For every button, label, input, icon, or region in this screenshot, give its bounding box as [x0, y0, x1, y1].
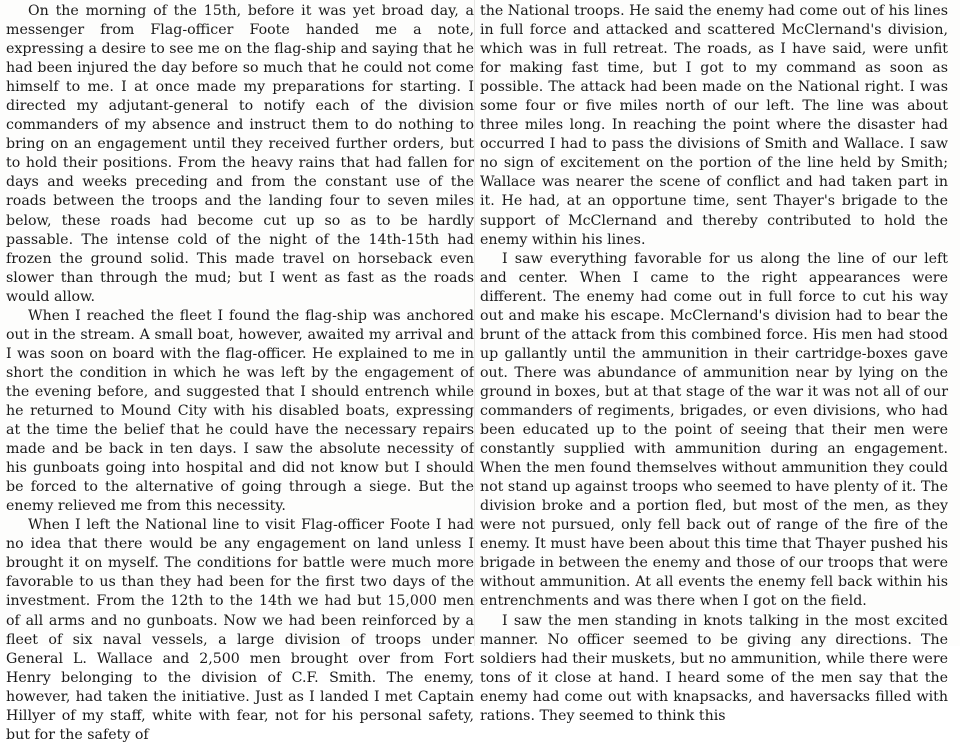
right-column	[480, 2, 948, 726]
paragraph: On the morning of the 15th, before it was yet broad day, a messenger from Flag-officer Foote handed me a note, expressing a desire to see me on the flag-ship and saying that he had been injured the day before so much that he could not come himself to me. I at once made my preparations for starting. I directed my adjutant-general to notify each of the division commanders of my absence and instruct them to do nothing to bring on an engagement until they received further orders, but to hold their positions. From the heavy rains that had fallen for days and weeks preceding and from the constant use of the roads between the troops and the landing four to seven miles below, these roads had become cut up so as to be hardly passable. The intense cold of the night of the 14th-15th had frozen the ground solid. This made travel on horseback even slower than through the mud; but I went as fast as the roads would allow.	[6, 3, 474, 305]
paragraph-continuation: the National troops. He said the enemy had come out of his lines in full force and attacked and scattered McClernand's division, which was in full retreat. The roads, as I have said, were unfit for making fast time, but I got to my command as soon as possible. The attack had been made on the National right. I was some four or five miles north of our left. The line was about three miles long. In reaching the point where the disaster had occurred I had to pass the divisions of Smith and Wallace. I saw no sign of excitement on the portion of the line held by Smith; Wallace was nearer the scene of conflict and had taken part in it. He had, at an opportune time, sent Thayer's brigade to the support of McClernand and thereby contributed to hold the enemy within his lines.	[480, 3, 948, 248]
left-column	[6, 2, 474, 745]
paragraph: I saw the men standing in knots talking in the most excited manner. No officer seemed to be giving any directions. The soldiers had their muskets, but no ammunition, while there were tons of it close at hand. I heard some of the men say that the enemy had come out with knapsacks, and haversacks filled with rations. They seemed to think this	[480, 612, 948, 724]
paragraph: I saw everything favorable for us along the line of our left and center. When I came to the right appearances were different. The enemy had come out in full force to cut his way out and make his escape. McClernand's division had to bear the brunt of the attack from this combined force. His men had stood up gallantly until the ammunition in their cartridge-boxes gave out. There was abundance of ammunition near by lying on the ground in boxes, but at that stage of the war it was not all of our commanders of regiments, brigades, or even divisions, who had been educated up to the point of seeing that their men were constantly supplied with ammunition during an engagement. When the men found themselves without ammunition they could not stand up against troops who seemed to have plenty of it. The division broke and a portion fled, but most of the men, as they were not pursued, only fell back out of range of the fire of the enemy. It must have been about this time that Thayer pushed his brigade in between the enemy and those of our troops that were without ammunition. At all events the enemy fell back within his entrenchments and was there when I got on the field.	[480, 250, 948, 610]
paragraph: When I reached the fleet I found the flag-ship was anchored out in the stream. A small boat, however, awaited my arrival and I was soon on board with the flag-officer. He explained to me in short the condition in which he was left by the engagement of the evening before, and suggested that I should entrench while he returned to Mound City with his disabled boats, expressing at the time the belief that he could have the necessary repairs made and be back in ten days. I saw the absolute necessity of his gunboats going into hospital and did not know but I should be forced to the alternative of going through a siege. But the enemy relieved me from this necessity.	[6, 307, 474, 515]
paragraph: When I left the National line to visit Flag-officer Foote I had no idea that there would be any engagement on land unless I brought it on myself. The conditions for battle were much more favorable to us than they had been for the first two days of the investment. From the 12th to the 14th we had but 15,000 men of all arms and no gunboats. Now we had been reinforced by a fleet of six naval vessels, a large division of troops under General L. Wallace and 2,500 men brought over from Fort Henry belonging to the division of C.F. Smith. The enemy, however, had taken the initiative. Just as I landed I met Captain Hillyer of my staff, white with fear, not for his personal safety, but for the safety of	[6, 517, 474, 743]
column-gutter	[474, 0, 475, 646]
